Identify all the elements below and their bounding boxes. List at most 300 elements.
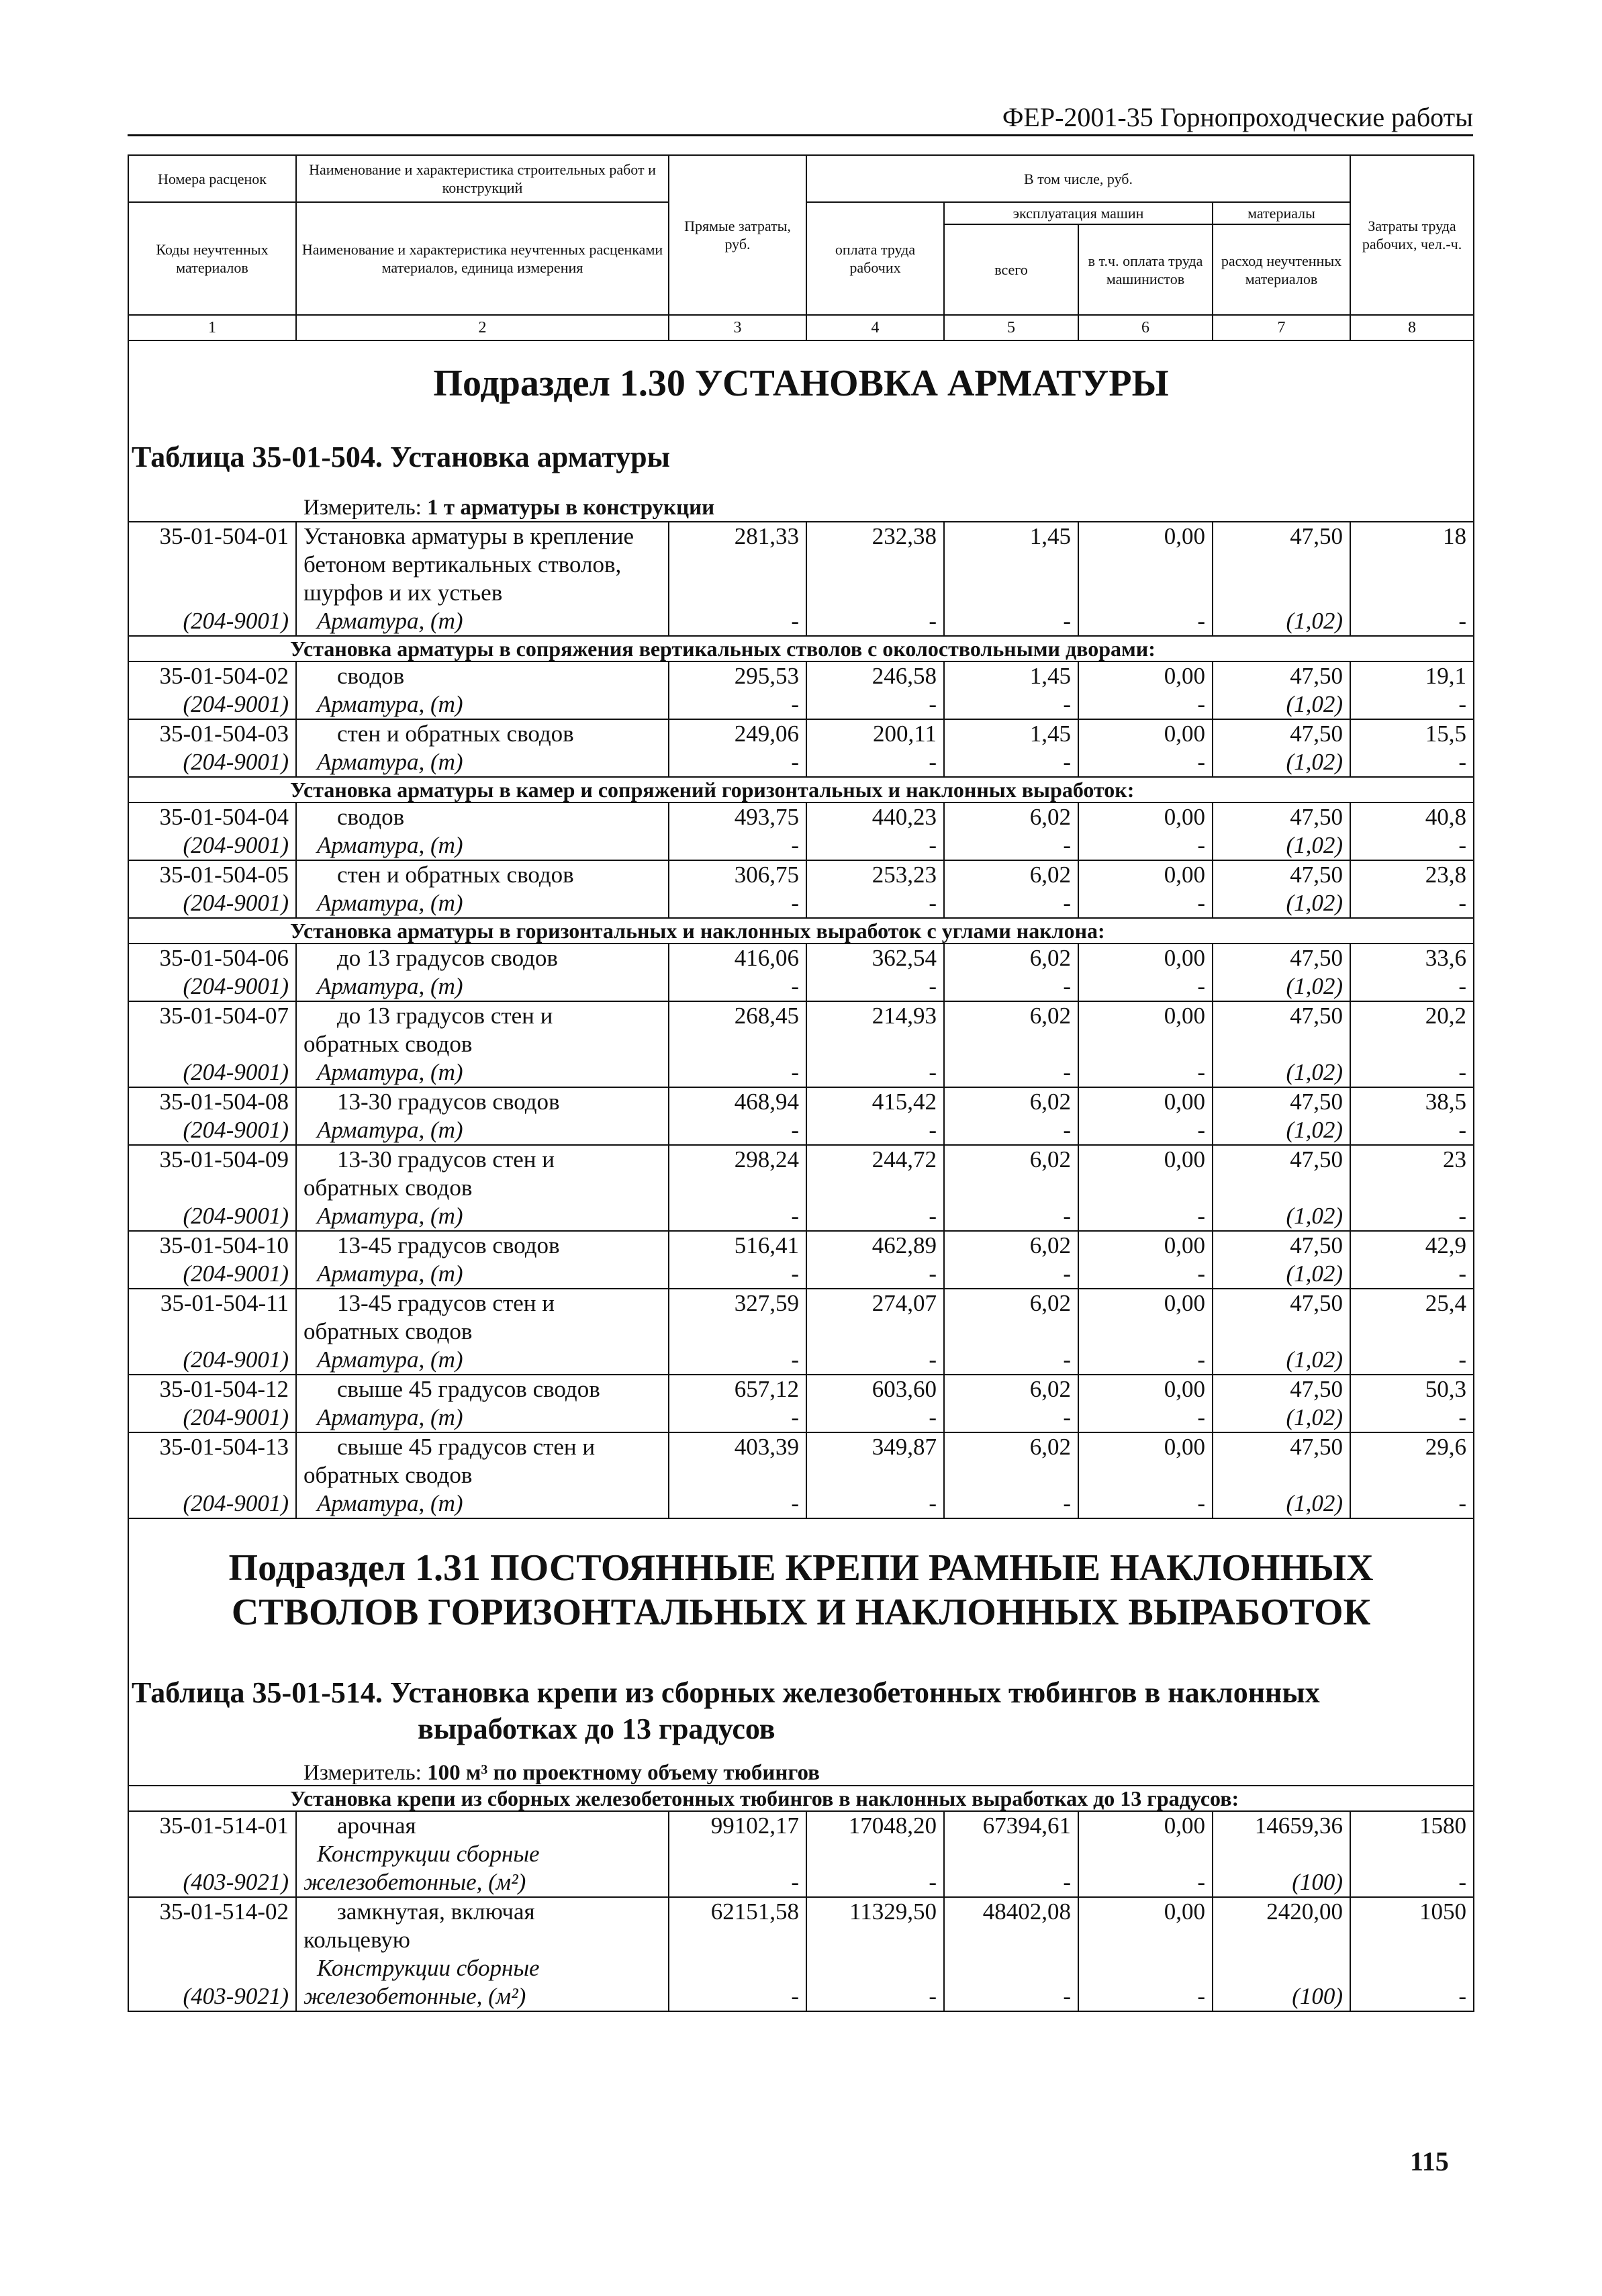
material-value: (1,02) [1213,748,1350,777]
rate-row [128,802,1474,831]
material-value: - [1078,1058,1213,1087]
material-name: Арматура, (т) [296,972,669,1001]
rate-value: 1,45 [944,661,1078,690]
material-name-line: железобетонные, (м²) [303,1983,526,2009]
material-value: (1,02) [1213,1202,1350,1231]
rate-name-line: 13-30 градусов сводов [337,1089,560,1115]
material-value: - [1078,972,1213,1001]
rate-value: 99102,17 [669,1811,806,1840]
material-value: - [944,1202,1078,1231]
material-value: (1,02) [1213,972,1350,1001]
material-value: - [669,1346,806,1375]
rate-value: 1,45 [944,522,1078,607]
rate-value: 14659,36 [1213,1811,1350,1840]
rate-name-line: замкнутая, включая [337,1898,535,1925]
rate-value: 516,41 [669,1231,806,1260]
material-value: - [1350,889,1474,918]
rate-name-line: обратных сводов [303,1462,473,1488]
material-row [128,1489,1474,1518]
measure-value: 100 м³ по проектному объему тюбингов [427,1761,820,1785]
material-value: - [806,607,944,636]
rate-value: 281,33 [669,522,806,607]
material-value: - [669,1202,806,1231]
material-value: - [1078,607,1213,636]
rate-value: 232,38 [806,522,944,607]
rate-value: 6,02 [944,1145,1078,1202]
group-header: Установка крепи из сборных железобетонных тюбингов в наклонных выработках до 13 градусов: [128,1786,1474,1811]
section-title-line2: СТВОЛОВ ГОРИЗОНТАЛЬНЫХ И НАКЛОННЫХ ВЫРАБОТОК [231,1592,1371,1633]
measure-line [128,1761,1474,1786]
material-value: (1,02) [1213,1346,1350,1375]
material-row [128,1058,1474,1087]
rate-name-line: обратных сводов [303,1031,473,1057]
material-value: - [1350,1489,1474,1518]
table-title-line1: Таблица 35-01-514. Установка крепи из сборных железобетонных тюбингов в наклонных [132,1676,1320,1709]
rate-value: 253,23 [806,860,944,889]
material-name: Арматура, (т) [296,1489,669,1518]
material-value: - [1350,1404,1474,1432]
material-name: Арматура, (т) [296,607,669,636]
material-name-line: Конструкции сборные [317,1955,540,1981]
material-row [128,690,1474,719]
rate-value: 1580 [1350,1811,1474,1840]
material-code: (204-9001) [128,972,296,1001]
section-1-31 [128,1518,1474,2011]
column-number: 2 [296,315,669,340]
rate-value: 20,2 [1350,1001,1474,1058]
material-value: - [944,1954,1078,2011]
rate-name-line: бетоном вертикальных стволов, [303,551,622,578]
material-value: - [669,1116,806,1145]
rates-table-frame [128,154,1473,2012]
material-value: - [806,1260,944,1289]
material-value: - [944,889,1078,918]
material-value: - [806,1058,944,1087]
material-value: - [669,748,806,777]
rate-code: 35-01-504-09 [128,1145,296,1202]
rate-code: 35-01-504-05 [128,860,296,889]
measure-label: Измеритель: [303,1761,422,1785]
material-code: (204-9001) [128,1346,296,1375]
material-value: - [1078,1260,1213,1289]
group-header-row [128,918,1474,944]
rate-value: 0,00 [1078,1811,1213,1840]
rate-name [296,1145,669,1202]
material-value: - [806,1489,944,1518]
header-rate-numbers: Номера расценок [128,155,296,202]
rate-value: 47,50 [1213,661,1350,690]
column-number-row [128,315,1474,340]
rate-value: 0,00 [1078,860,1213,889]
material-value: - [1350,1260,1474,1289]
header-labor-pay: оплата труда рабочих [806,202,944,315]
material-value: - [1078,748,1213,777]
rate-value: 0,00 [1078,944,1213,972]
rate-value: 62151,58 [669,1897,806,1954]
rate-value: 29,6 [1350,1432,1474,1489]
material-row [128,1954,1474,2011]
material-value: - [669,1404,806,1432]
rate-value: 0,00 [1078,522,1213,607]
measure-line [128,494,1474,522]
rate-value: 47,50 [1213,1432,1350,1489]
material-value: - [1350,1840,1474,1897]
table-title: Таблица 35-01-504. Установка арматуры [132,441,670,473]
rate-value: 493,75 [669,802,806,831]
material-code: (204-9001) [128,690,296,719]
material-name-line: Конструкции сборные [317,1841,540,1867]
material-value: (100) [1213,1954,1350,2011]
rate-name [296,1231,669,1260]
rate-value: 349,87 [806,1432,944,1489]
material-value: - [1350,972,1474,1001]
rates-table [128,154,1474,2012]
rate-value: 47,50 [1213,1145,1350,1202]
rate-row [128,1087,1474,1116]
material-row [128,1116,1474,1145]
rate-value: 47,50 [1213,802,1350,831]
material-value: - [669,1954,806,2011]
material-value: (1,02) [1213,1058,1350,1087]
rate-value: 0,00 [1078,1231,1213,1260]
rate-code: 35-01-504-08 [128,1087,296,1116]
material-row [128,889,1474,918]
material-value: - [944,690,1078,719]
material-row [128,1346,1474,1375]
rate-value: 11329,50 [806,1897,944,1954]
material-name [296,1954,669,2011]
rate-row [128,944,1474,972]
column-number: 6 [1078,315,1213,340]
section-title: Подраздел 1.30 УСТАНОВКА АРМАТУРЫ [433,363,1169,404]
material-value: - [806,972,944,1001]
material-code: (403-9021) [128,1954,296,2011]
material-value: (1,02) [1213,1489,1350,1518]
material-value: - [669,690,806,719]
rate-value: 468,94 [669,1087,806,1116]
material-value: - [1350,1202,1474,1231]
material-value: - [944,1840,1078,1897]
material-name: Арматура, (т) [296,831,669,860]
material-name: Арматура, (т) [296,1058,669,1087]
material-row [128,607,1474,636]
material-value: - [944,1260,1078,1289]
material-value: - [1350,831,1474,860]
material-row [128,1840,1474,1897]
rate-value: 1,45 [944,719,1078,748]
material-value: - [806,1404,944,1432]
material-name: Арматура, (т) [296,1346,669,1375]
rate-row [128,1145,1474,1202]
material-value: - [944,1058,1078,1087]
group-header: Установка арматуры в сопряжения вертикальных стволов с околоствольными дворами: [128,636,1474,661]
header-materials-sub: расход неучтенных материалов [1213,224,1350,315]
rate-value: 362,54 [806,944,944,972]
rate-value: 1050 [1350,1897,1474,1954]
rate-value: 23,8 [1350,860,1474,889]
material-value: (1,02) [1213,1260,1350,1289]
rate-value: 0,00 [1078,719,1213,748]
rate-name-line: обратных сводов [303,1318,473,1344]
material-value: - [1350,1058,1474,1087]
rate-value: 0,00 [1078,661,1213,690]
rate-name [296,1001,669,1058]
material-value: - [1078,1202,1213,1231]
rate-value: 6,02 [944,1231,1078,1260]
header-machines-total: всего [944,224,1078,315]
material-value: - [1350,607,1474,636]
material-value: - [944,1116,1078,1145]
material-code: (204-9001) [128,1202,296,1231]
rate-value: 0,00 [1078,1087,1213,1116]
rate-name [296,860,669,889]
rate-row [128,1289,1474,1346]
rate-value: 6,02 [944,1001,1078,1058]
material-code: (204-9001) [128,889,296,918]
material-value: - [1350,1346,1474,1375]
rate-value: 0,00 [1078,802,1213,831]
material-value: - [806,1202,944,1231]
material-row [128,831,1474,860]
rate-code: 35-01-504-03 [128,719,296,748]
material-value: - [944,831,1078,860]
measure-value: 1 т арматуры в конструкции [427,496,715,520]
material-value: - [669,972,806,1001]
rate-name [296,944,669,972]
rate-row [128,1375,1474,1404]
rate-value: 2420,00 [1213,1897,1350,1954]
group-header-row [128,777,1474,802]
rate-row [128,1001,1474,1058]
material-value: - [669,1840,806,1897]
material-name [296,1840,669,1897]
rate-value: 657,12 [669,1375,806,1404]
material-name: Арматура, (т) [296,690,669,719]
column-number: 5 [944,315,1078,340]
material-value: - [669,889,806,918]
column-number: 8 [1350,315,1474,340]
rate-row [128,860,1474,889]
material-value: (1,02) [1213,889,1350,918]
rate-value: 47,50 [1213,1001,1350,1058]
rate-value: 6,02 [944,1432,1078,1489]
material-value: - [944,1346,1078,1375]
material-value: - [1350,1116,1474,1145]
material-value: (100) [1213,1840,1350,1897]
rate-name-line: 13-45 градусов сводов [337,1232,560,1258]
header-material-codes: Коды неучтенных материалов [128,202,296,315]
rate-value: 403,39 [669,1432,806,1489]
material-value: - [944,607,1078,636]
column-number: 3 [669,315,806,340]
rate-value: 47,50 [1213,719,1350,748]
material-value: - [806,748,944,777]
material-value: - [1078,1954,1213,2011]
rate-name-line: стен и обратных сводов [337,721,574,747]
rate-row [128,1811,1474,1840]
material-name: Арматура, (т) [296,889,669,918]
rate-name [296,1289,669,1346]
material-value: - [669,1058,806,1087]
rate-name-line: арочная [337,1812,416,1839]
rate-value: 47,50 [1213,944,1350,972]
rate-name [296,719,669,748]
rate-name-line: кольцевую [303,1927,410,1953]
material-value: - [669,607,806,636]
rate-code: 35-01-504-01 [128,522,296,607]
rate-name-line: шурфов и их устьев [303,580,503,606]
section-1-30 [128,340,1474,1518]
rate-value: 47,50 [1213,1087,1350,1116]
rate-code: 35-01-504-02 [128,661,296,690]
rate-name-line: 13-30 градусов стен и [337,1146,555,1173]
rate-value: 6,02 [944,944,1078,972]
rate-code: 35-01-504-13 [128,1432,296,1489]
material-value: - [806,889,944,918]
rate-row [128,1231,1474,1260]
material-value: - [1350,1954,1474,2011]
rate-name-line: 13-45 градусов стен и [337,1290,555,1316]
rate-name [296,1375,669,1404]
rate-value: 47,50 [1213,1289,1350,1346]
rate-code: 35-01-504-06 [128,944,296,972]
rate-value: 295,53 [669,661,806,690]
rate-value: 440,23 [806,802,944,831]
material-row [128,1404,1474,1432]
rate-value: 6,02 [944,1289,1078,1346]
header-materials: материалы [1213,202,1350,224]
material-value: - [1078,831,1213,860]
material-value: - [944,1489,1078,1518]
rate-value: 306,75 [669,860,806,889]
material-value: - [1078,1840,1213,1897]
rate-value: 42,9 [1350,1231,1474,1260]
material-value: - [669,1489,806,1518]
rate-value: 0,00 [1078,1001,1213,1058]
header-labor-cost: Затраты труда рабочих, чел.-ч. [1350,155,1474,315]
header-work-name: Наименование и характеристика строительных работ и конструкций [296,155,669,202]
rate-value: 268,45 [669,1001,806,1058]
rate-name [296,802,669,831]
material-code: (204-9001) [128,1058,296,1087]
rate-value: 6,02 [944,802,1078,831]
rate-name-line: сводов [337,804,405,830]
rate-value: 0,00 [1078,1145,1213,1202]
material-value: - [1078,889,1213,918]
header-incl: В том числе, руб. [806,155,1350,202]
material-value: (1,02) [1213,831,1350,860]
material-name: Арматура, (т) [296,1202,669,1231]
rate-value: 47,50 [1213,1375,1350,1404]
material-value: (1,02) [1213,1404,1350,1432]
rate-value: 298,24 [669,1145,806,1202]
material-value: - [944,972,1078,1001]
rate-value: 23 [1350,1145,1474,1202]
rate-name-line: Установка арматуры в крепление [303,523,634,549]
material-code: (403-9021) [128,1840,296,1897]
rate-value: 462,89 [806,1231,944,1260]
rate-code: 35-01-504-10 [128,1231,296,1260]
rate-name-line: свыше 45 градусов сводов [337,1376,600,1402]
material-value: - [1078,1404,1213,1432]
rate-value: 47,50 [1213,522,1350,607]
material-value: (1,02) [1213,690,1350,719]
rate-value: 67394,61 [944,1811,1078,1840]
column-number: 7 [1213,315,1350,340]
rate-value: 415,42 [806,1087,944,1116]
rate-value: 50,3 [1350,1375,1474,1404]
rate-value: 6,02 [944,1375,1078,1404]
rate-value: 17048,20 [806,1811,944,1840]
rate-name-line: сводов [337,663,405,689]
material-name: Арматура, (т) [296,748,669,777]
rate-name [296,1432,669,1489]
rate-code: 35-01-514-02 [128,1897,296,1954]
document-header: ФЕР-2001-35 Горнопроходческие работы [128,101,1473,136]
material-value: - [944,748,1078,777]
material-name: Арматура, (т) [296,1404,669,1432]
group-header: Установка арматуры в горизонтальных и наклонных выработок с углами наклона: [128,918,1474,944]
header-machines: эксплуатация машин [944,202,1213,224]
rate-name [296,522,669,607]
rate-code: 35-01-504-04 [128,802,296,831]
material-name-line: железобетонные, (м²) [303,1869,526,1895]
material-code: (204-9001) [128,607,296,636]
rate-value: 274,07 [806,1289,944,1346]
rate-name [296,661,669,690]
rate-value: 416,06 [669,944,806,972]
column-number: 1 [128,315,296,340]
rate-value: 47,50 [1213,1231,1350,1260]
group-header-row [128,636,1474,661]
material-value: - [806,1954,944,2011]
group-header-row [128,1786,1474,1811]
rate-value: 19,1 [1350,661,1474,690]
rate-value: 249,06 [669,719,806,748]
material-value: - [1350,748,1474,777]
material-value: - [944,1404,1078,1432]
material-value: (1,02) [1213,607,1350,636]
rate-value: 603,60 [806,1375,944,1404]
rate-name [296,1811,669,1840]
rate-row [128,719,1474,748]
rate-row [128,661,1474,690]
header-machines-incl: в т.ч. оплата труда машинистов [1078,224,1213,315]
rate-code: 35-01-504-07 [128,1001,296,1058]
rate-name-line: до 13 градусов сводов [337,945,558,971]
group-header: Установка арматуры в камер и сопряжений горизонтальных и наклонных выработок: [128,777,1474,802]
header-direct-costs: Прямые затраты, руб. [669,155,806,315]
material-value: - [806,1840,944,1897]
page-number: 115 [1410,2146,1449,2176]
rate-row [128,1432,1474,1489]
rate-name-line: обратных сводов [303,1175,473,1201]
material-row [128,972,1474,1001]
rate-value: 15,5 [1350,719,1474,748]
rate-name-line: свыше 45 градусов стен и [337,1434,596,1460]
table-title-line2: выработках до 13 градусов [418,1712,775,1745]
rate-value: 0,00 [1078,1375,1213,1404]
measure-label: Измеритель: [303,496,422,520]
column-number: 4 [806,315,944,340]
rate-name-line: стен и обратных сводов [337,862,574,888]
header-material-names: Наименование и характеристика неучтенных расценками материалов, единица измерения [296,202,669,315]
material-value: - [669,831,806,860]
rate-value: 40,8 [1350,802,1474,831]
rate-value: 246,58 [806,661,944,690]
material-code: (204-9001) [128,1260,296,1289]
material-value: (1,02) [1213,1116,1350,1145]
